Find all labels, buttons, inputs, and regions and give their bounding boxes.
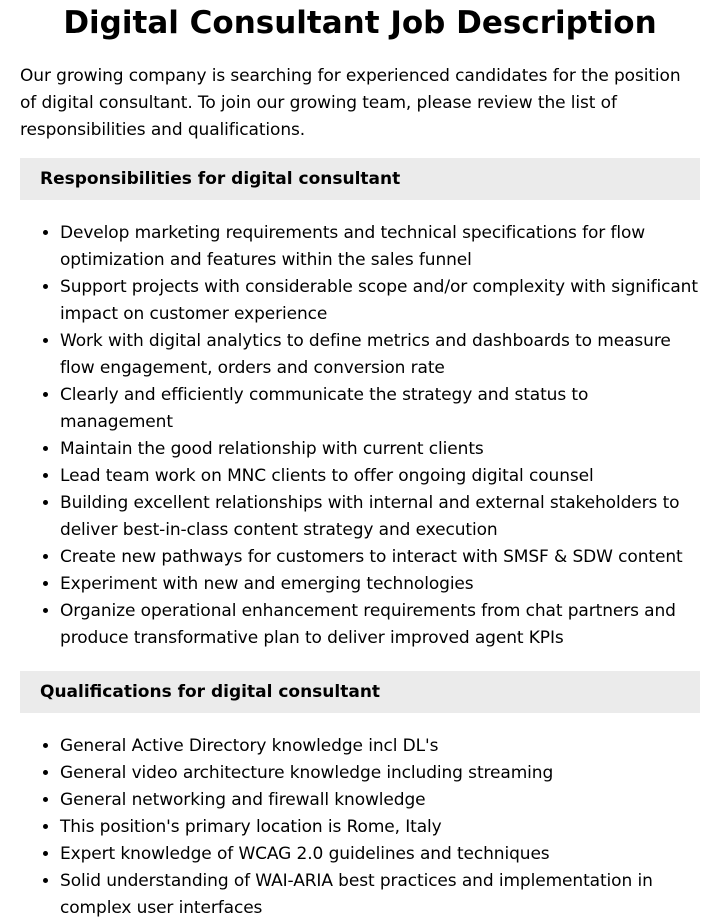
list-item: • This position's primary location is Rome, Italy xyxy=(60,814,700,841)
list-item: • Clearly and efficiently communicate the strategy and status to management xyxy=(60,382,700,436)
list-item: • Organize operational enhancement requirements from chat partners and produce transformative plan to deliver improved agent KPIs xyxy=(60,598,700,652)
qualifications-heading: Qualifications for digital consultant xyxy=(20,671,700,713)
page-title: Digital Consultant Job Description xyxy=(63,5,657,41)
intro-paragraph: Our growing company is searching for experienced candidates for the position of digital consultant. To join our growing team, please review the list of responsibilities and qualifications. xyxy=(20,66,681,140)
list-item: • Expert knowledge of WCAG 2.0 guidelines and techniques xyxy=(60,841,700,868)
list-item: • Support projects with considerable scope and/or complexity with significant impact on customer experience xyxy=(60,274,700,328)
qualifications-list xyxy=(20,733,700,922)
list-item: • General video architecture knowledge including streaming xyxy=(60,760,700,787)
list-item: • Experiment with new and emerging technologies xyxy=(60,571,700,598)
list-item: • General networking and firewall knowledge xyxy=(60,787,700,814)
list-item: • Solid understanding of WAI-ARIA best practices and implementation in complex user interfaces xyxy=(60,868,700,922)
list-item: • Work with digital analytics to define metrics and dashboards to measure flow engagement, orders and conversion rate xyxy=(60,328,700,382)
list-item: • Develop marketing requirements and technical specifications for flow optimization and features within the sales funnel xyxy=(60,220,700,274)
responsibilities-list xyxy=(20,220,700,652)
responsibilities-heading: Responsibilities for digital consultant xyxy=(20,158,700,200)
list-item: • Maintain the good relationship with current clients xyxy=(60,436,700,463)
list-item: • General Active Directory knowledge incl DL's xyxy=(60,733,700,760)
list-item: • Create new pathways for customers to interact with SMSF & SDW content xyxy=(60,544,700,571)
list-item: • Lead team work on MNC clients to offer ongoing digital counsel xyxy=(60,463,700,490)
list-item: • Building excellent relationships with internal and external stakeholders to deliver best-in-class content strategy and execution xyxy=(60,490,700,544)
